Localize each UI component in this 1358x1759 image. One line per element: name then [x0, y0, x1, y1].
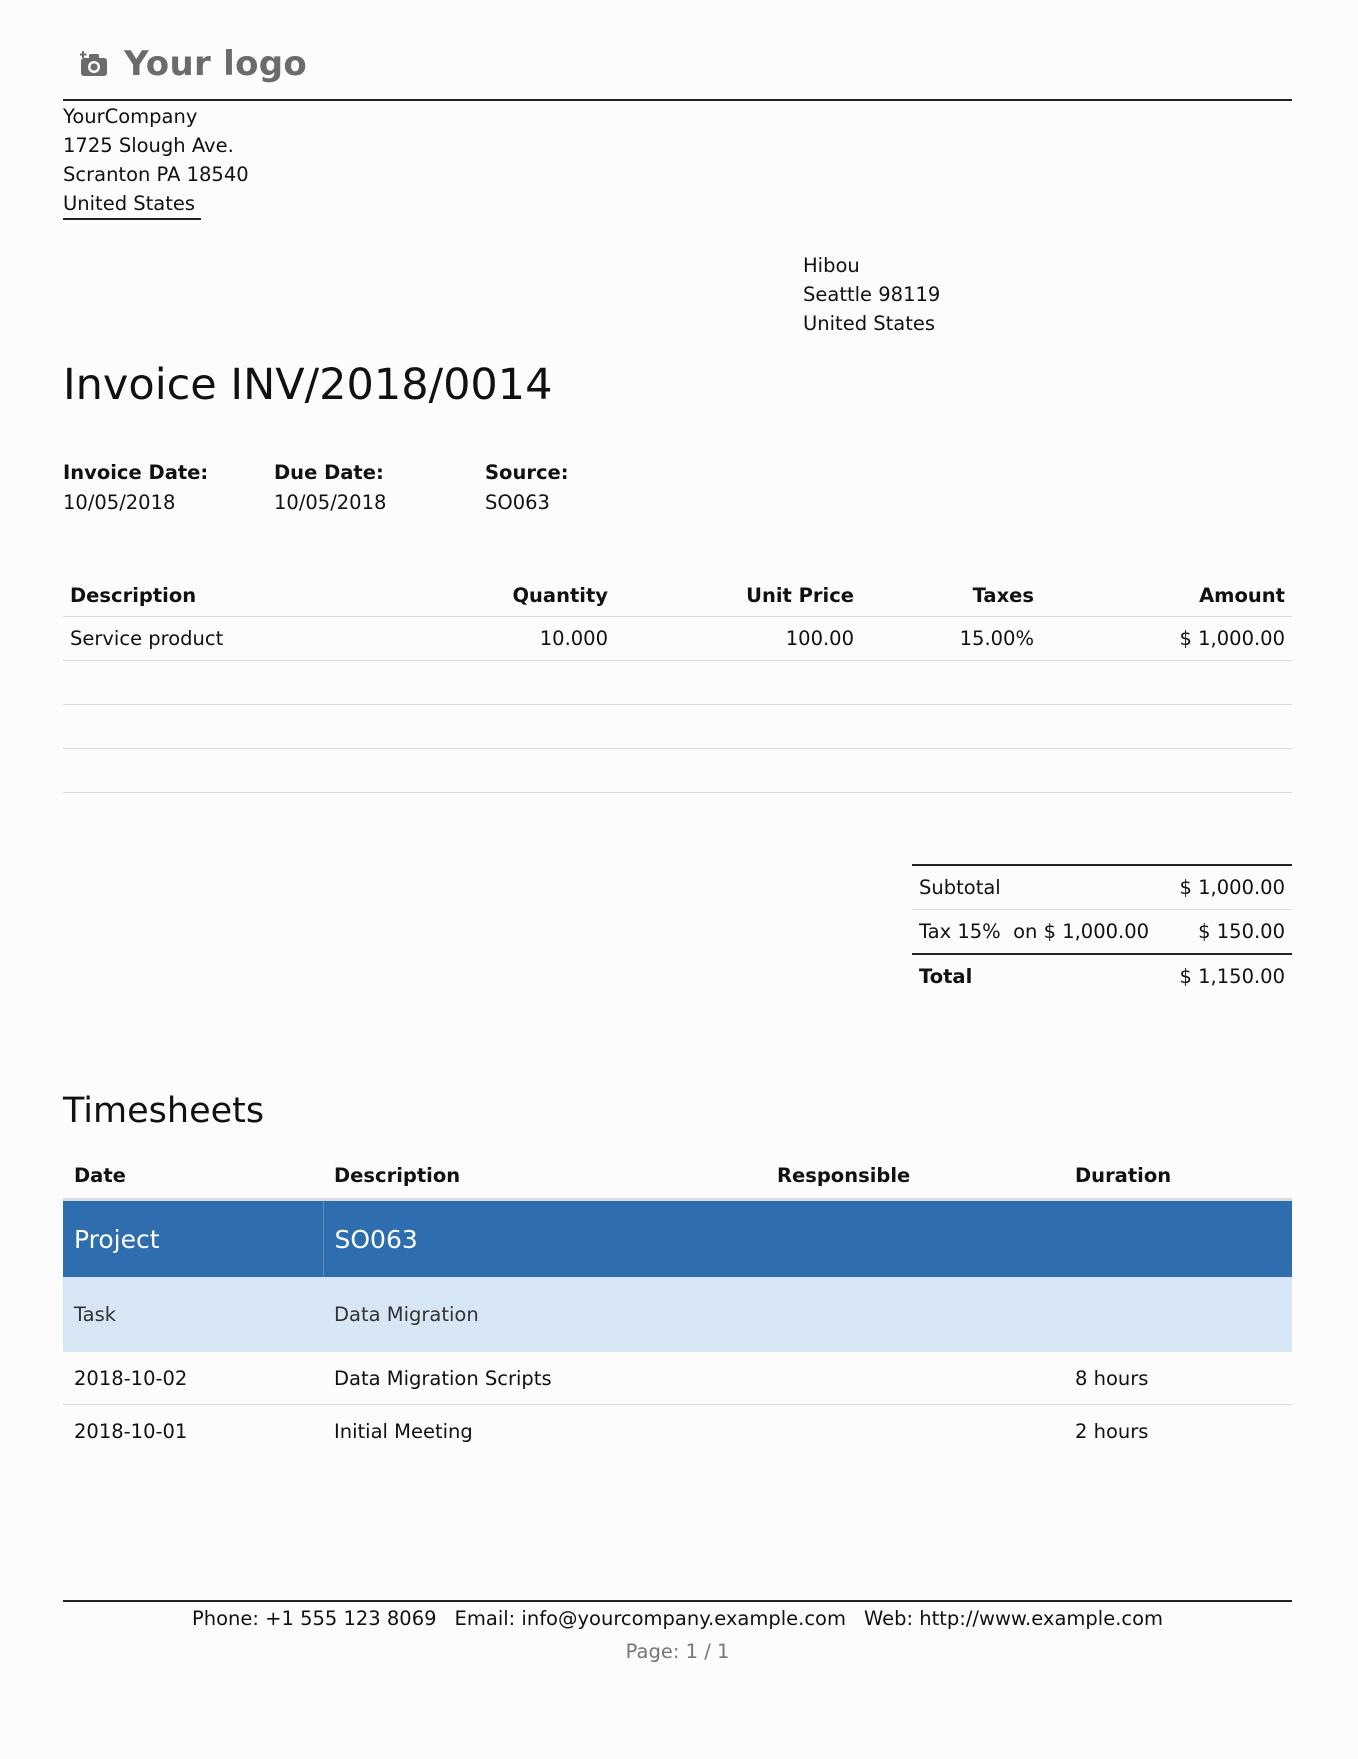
project-value: SO063 [323, 1200, 1292, 1278]
company-name: YourCompany [63, 105, 198, 128]
company-city: Scranton PA 18540 [63, 163, 249, 186]
col-header-duration: Duration [1064, 1152, 1292, 1200]
col-header-taxes: Taxes [972, 583, 1034, 607]
total-label: Total [919, 965, 973, 988]
line-unit-price: 100.00 [615, 617, 861, 661]
timesheet-duration: 8 hours [1064, 1352, 1292, 1405]
source-block [485, 458, 569, 518]
col-header-unit-price: Unit Price [746, 583, 854, 607]
company-street: 1725 Slough Ave. [63, 134, 234, 157]
task-label: Task [63, 1277, 323, 1352]
source-label: Source: [485, 461, 569, 484]
timesheet-responsible [766, 1405, 1064, 1458]
tax-row [912, 910, 1292, 955]
total-row [912, 954, 1292, 998]
subtotal-label: Subtotal [912, 865, 1166, 910]
camera-icon [80, 51, 110, 77]
total-value: $ 1,150.00 [1179, 965, 1285, 988]
invoice-lines-table [63, 574, 1292, 793]
timesheets-title: Timesheets [63, 1091, 265, 1131]
col-header-description: Description [323, 1152, 766, 1200]
header-divider [63, 99, 1292, 101]
footer-web[interactable]: Web: http://www.example.com [863, 1607, 1164, 1630]
table-row [63, 1405, 1292, 1458]
timesheets-table [63, 1152, 1292, 1457]
task-value: Data Migration [323, 1277, 1292, 1352]
invoice-date-value: 10/05/2018 [63, 491, 176, 514]
customer-country: United States [803, 312, 936, 335]
timesheet-date: 2018-10-02 [63, 1352, 323, 1405]
tax-label: Tax 15% on $ 1,000.00 [912, 910, 1166, 955]
timesheet-duration: 2 hours [1075, 1419, 1149, 1443]
empty-row [63, 661, 1292, 705]
project-group-row [63, 1200, 1292, 1278]
table-row [63, 1352, 1292, 1405]
line-description: Service product [63, 617, 473, 661]
col-header-description: Description [70, 583, 197, 607]
line-amount: $ 1,000.00 [1041, 617, 1292, 661]
timesheet-date: 2018-10-01 [74, 1419, 188, 1443]
empty-row [63, 749, 1292, 793]
timesheet-description: Data Migration Scripts [323, 1352, 766, 1405]
col-header-responsible: Responsible [766, 1152, 1064, 1200]
col-header-quantity: Quantity [512, 583, 608, 607]
invoice-date-block [63, 458, 208, 518]
footer-contact [63, 1602, 1292, 1636]
table-header-row [63, 1152, 1292, 1200]
page-number: Page: 1 / 1 [625, 1640, 730, 1663]
timesheet-description: Initial Meeting [334, 1419, 473, 1443]
empty-row [63, 705, 1292, 749]
logo-text: Your logo [124, 44, 308, 84]
due-date-block [274, 458, 386, 518]
due-date-label: Due Date: [274, 461, 384, 484]
customer-name: Hibou [803, 254, 860, 277]
col-header-date: Date [63, 1152, 323, 1200]
project-label: Project [63, 1200, 323, 1278]
table-header-row [63, 574, 1292, 617]
company-logo [80, 40, 307, 88]
customer-address [803, 251, 940, 338]
timesheet-responsible [766, 1352, 1064, 1405]
subtotal-row [912, 865, 1292, 910]
invoice-date-label: Invoice Date: [63, 461, 209, 484]
line-taxes: 15.00% [861, 617, 1041, 661]
table-row [63, 617, 1292, 661]
footer-email[interactable]: Email: info@yourcompany.example.com [454, 1607, 846, 1630]
source-value: SO063 [485, 491, 550, 514]
footer-phone: Phone: +1 555 123 8069 [191, 1607, 437, 1630]
company-address [63, 102, 249, 220]
tax-value: $ 150.00 [1166, 910, 1292, 955]
customer-city: Seattle 98119 [803, 283, 941, 306]
subtotal-value: $ 1,000.00 [1166, 865, 1292, 910]
col-header-amount: Amount [1199, 583, 1285, 607]
due-date-value: 10/05/2018 [274, 491, 387, 514]
line-quantity: 10.000 [473, 617, 615, 661]
totals-table [912, 864, 1292, 998]
task-group-row [63, 1277, 1292, 1352]
company-country: United States [63, 189, 201, 220]
invoice-title: Invoice INV/2018/0014 [63, 360, 553, 410]
